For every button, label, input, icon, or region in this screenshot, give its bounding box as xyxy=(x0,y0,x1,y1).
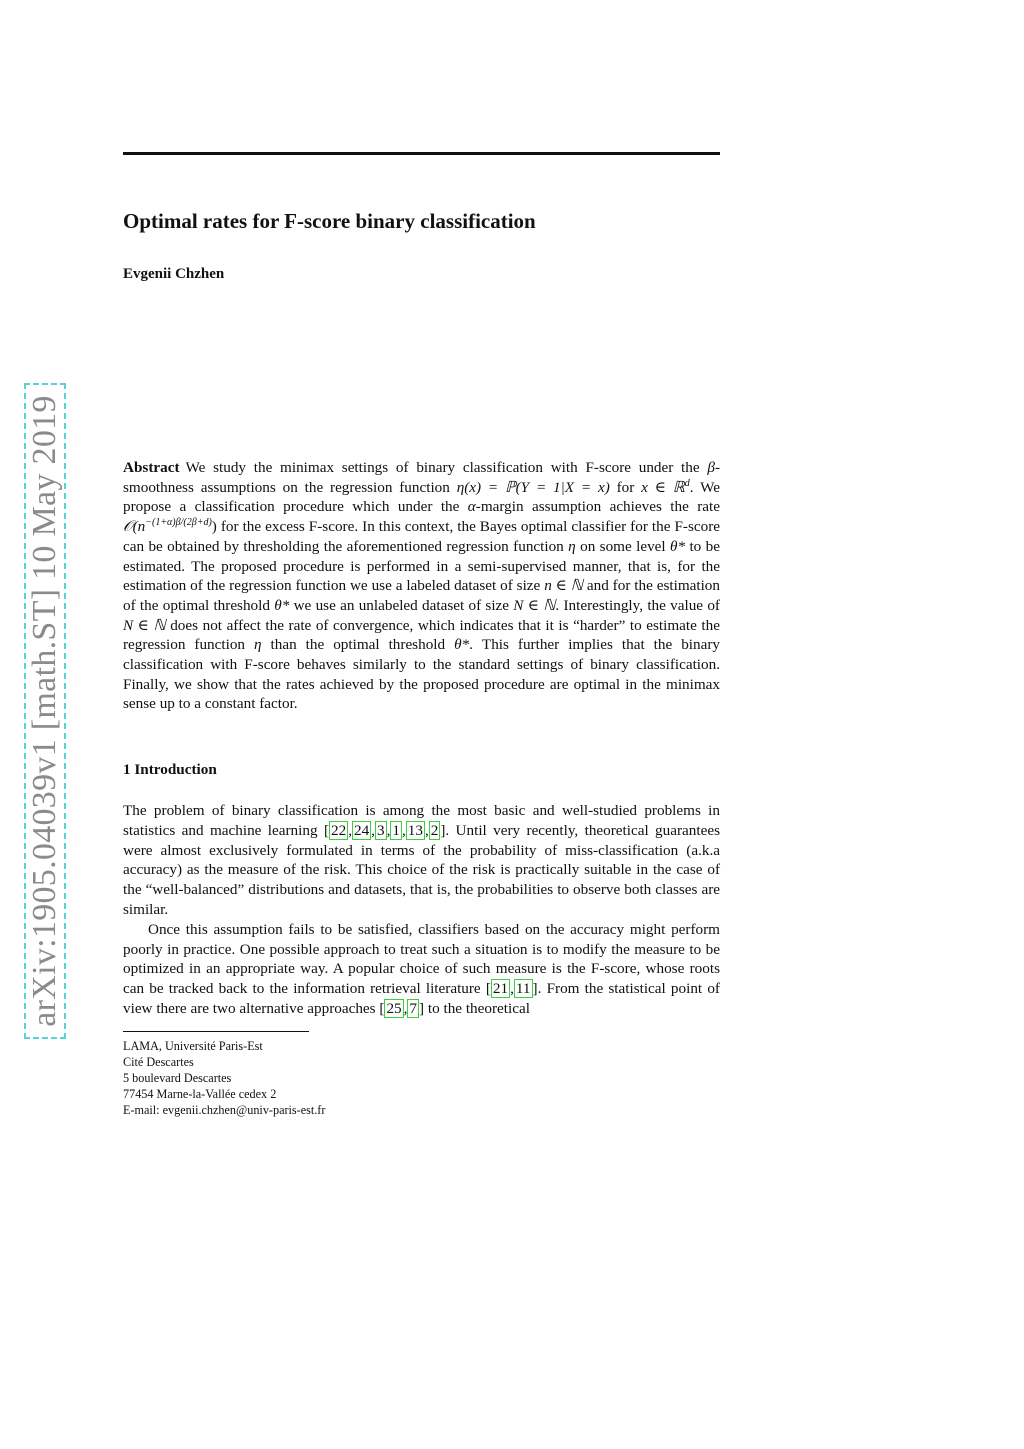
math-N-in-naturals: N ∈ ℕ xyxy=(513,596,556,614)
abstract-text: . This further implies that the binary classification with F-score behaves similarly to the standard settings of binary classification. Finally, we show that the rates achieved by the proposed procedure are optimal in the minimax sense up to a constant factor. xyxy=(123,636,720,713)
math-rate: 𝒪(n xyxy=(123,518,146,536)
abstract-text: for the excess F-score. In this context, the Bayes optimal classifier for the F-score can be obtained by thresholding the aforementioned regression function xyxy=(123,518,720,555)
citation-link[interactable]: 21 xyxy=(492,980,509,998)
abstract-text: . Interestingly, the value of xyxy=(555,596,720,614)
paragraph-text: Once this assumption fails to be satisfied, classifiers based on the accuracy might perform poorly in practice. One possible approach to treat such a situation is to modify the measure to be optimized in an appropriate way. A popular choice of such measure is the F-score, whose roots can be tracked back to the information retrieval literature xyxy=(123,920,720,998)
citation-link[interactable]: 13 xyxy=(407,821,423,839)
footnote-affiliation xyxy=(123,1038,325,1118)
abstract-text: We study the minimax settings of binary classification with F-score under the xyxy=(185,459,708,476)
abstract xyxy=(123,458,720,714)
arxiv-identifier: arXiv:1905.04039v1 [math.ST] 10 May 2019 xyxy=(26,395,63,1027)
introduction-body xyxy=(123,801,720,1019)
footnote-line: 77454 Marne-la-Vallée cedex 2 xyxy=(123,1087,277,1101)
abstract-text: we use an unlabeled dataset of size xyxy=(289,596,514,614)
paragraph-text: . From the statistical point of view there are two alternative approaches xyxy=(123,980,720,1017)
citation-link[interactable]: 7 xyxy=(409,999,418,1017)
abstract-text: . We propose a classification procedure which under the xyxy=(123,478,720,516)
abstract-text: does not affect the rate of convergence, which indicates that it is “harder” to estimate the regression function xyxy=(123,616,720,654)
paragraph-text: to the theoretical xyxy=(424,999,530,1017)
paper-title: Optimal rates for F-score binary classification xyxy=(123,209,536,233)
math-n-in-naturals: n ∈ ℕ xyxy=(544,577,583,595)
math-theta-star: θ* xyxy=(274,596,290,614)
abstract-text: -margin assumption achieves the rate xyxy=(475,498,720,516)
footnote-rule xyxy=(123,1031,309,1032)
citation-link[interactable]: 11 xyxy=(515,980,531,998)
footnote-line: LAMA, Université Paris-Est xyxy=(123,1039,263,1053)
paragraph-text: The problem of binary classification is among the most basic and well-studied problems in statistics and machine learning xyxy=(123,802,720,839)
top-rule xyxy=(123,152,720,155)
citation-link[interactable]: 1 xyxy=(392,821,400,839)
math-N-in-naturals: N ∈ ℕ xyxy=(123,616,166,634)
math-eta: η xyxy=(568,537,576,555)
author-name: Evgenii Chzhen xyxy=(123,266,225,282)
citation-link[interactable]: 3 xyxy=(376,821,385,839)
citation-link[interactable]: 25 xyxy=(386,999,402,1017)
citation-link[interactable]: 24 xyxy=(353,821,370,839)
math-x-in-rd: x ∈ ℝ xyxy=(641,478,685,496)
intro-paragraph-1: The problem of binary classification is among the most basic and well-studied problems in statistics and machine learning [ 22 , 24 , 3 , 1 , 13 , 2 ]. Until very recently, theoretical guarantees were almost exclusively formulated in terms of the probability of miss-classification (a.k.a accuracy) as the measure of the risk. This choice of the risk is practically suitable in the case of the “well-balanced” distributions and datasets, that is, the probabilities to observe both classes are similar. xyxy=(123,802,720,918)
math-rate-close: ) xyxy=(211,518,217,536)
math-rate-exponent: −(1+α)β/(2β+d) xyxy=(145,517,212,529)
math-regression-function: η(x) = ℙ(Y = 1|X = x) xyxy=(456,478,610,496)
arxiv-identifier-stamp[interactable] xyxy=(24,383,66,1039)
intro-paragraph-2: Once this assumption fails to be satisfied, classifiers based on the accuracy might perform poorly in practice. One possible approach to treat such a situation is to modify the measure to be optimized in an appropriate way. A popular choice of such measure is the F-score, whose roots can be tracked back to the information retrieval literature [ 21 , 11 ]. From the statistical point of view there are two alternative approaches [ 25 , 7 ] to the theoretical xyxy=(123,920,720,1017)
math-eta: η xyxy=(254,636,262,654)
abstract-label: Abstract xyxy=(123,459,180,476)
abstract-text: than the optimal threshold xyxy=(261,636,455,654)
footnote-line: 5 boulevard Descartes xyxy=(123,1071,232,1085)
paragraph-text: . Until very recently, theoretical guarantees were almost exclusively formulated in terms of the probability of miss-classification (a.k.a accuracy) as the measure of the risk. This choice of the risk is practically suitable in the case of the “well-balanced” distributions and datasets, that is, the probabilities to observe both classes are similar. xyxy=(123,821,720,918)
abstract-text: for xyxy=(609,478,642,496)
abstract-text: to be estimated. The proposed procedure is performed in a semi-supervised manner, that is, for the estimation of the regression function we use a labeled dataset of size xyxy=(123,537,720,595)
footnote-line: Cité Descartes xyxy=(123,1055,194,1069)
math-theta-star: θ* xyxy=(454,636,470,654)
math-theta-star: θ* xyxy=(670,537,686,555)
math-d: d xyxy=(684,477,690,489)
section-heading-introduction: 1 Introduction xyxy=(123,761,217,778)
citation-link[interactable]: 2 xyxy=(430,821,439,839)
math-alpha: α xyxy=(467,498,476,516)
abstract-text: on some level xyxy=(575,537,671,555)
math-beta: β xyxy=(707,459,715,476)
abstract-text: -smoothness assumptions on the regression function xyxy=(123,459,720,496)
citation-link[interactable]: 22 xyxy=(331,821,347,839)
abstract-text: and for the estimation of the optimal threshold xyxy=(123,577,720,614)
footnote-email[interactable]: E-mail: evgenii.chzhen@univ-paris-est.fr xyxy=(123,1103,326,1117)
